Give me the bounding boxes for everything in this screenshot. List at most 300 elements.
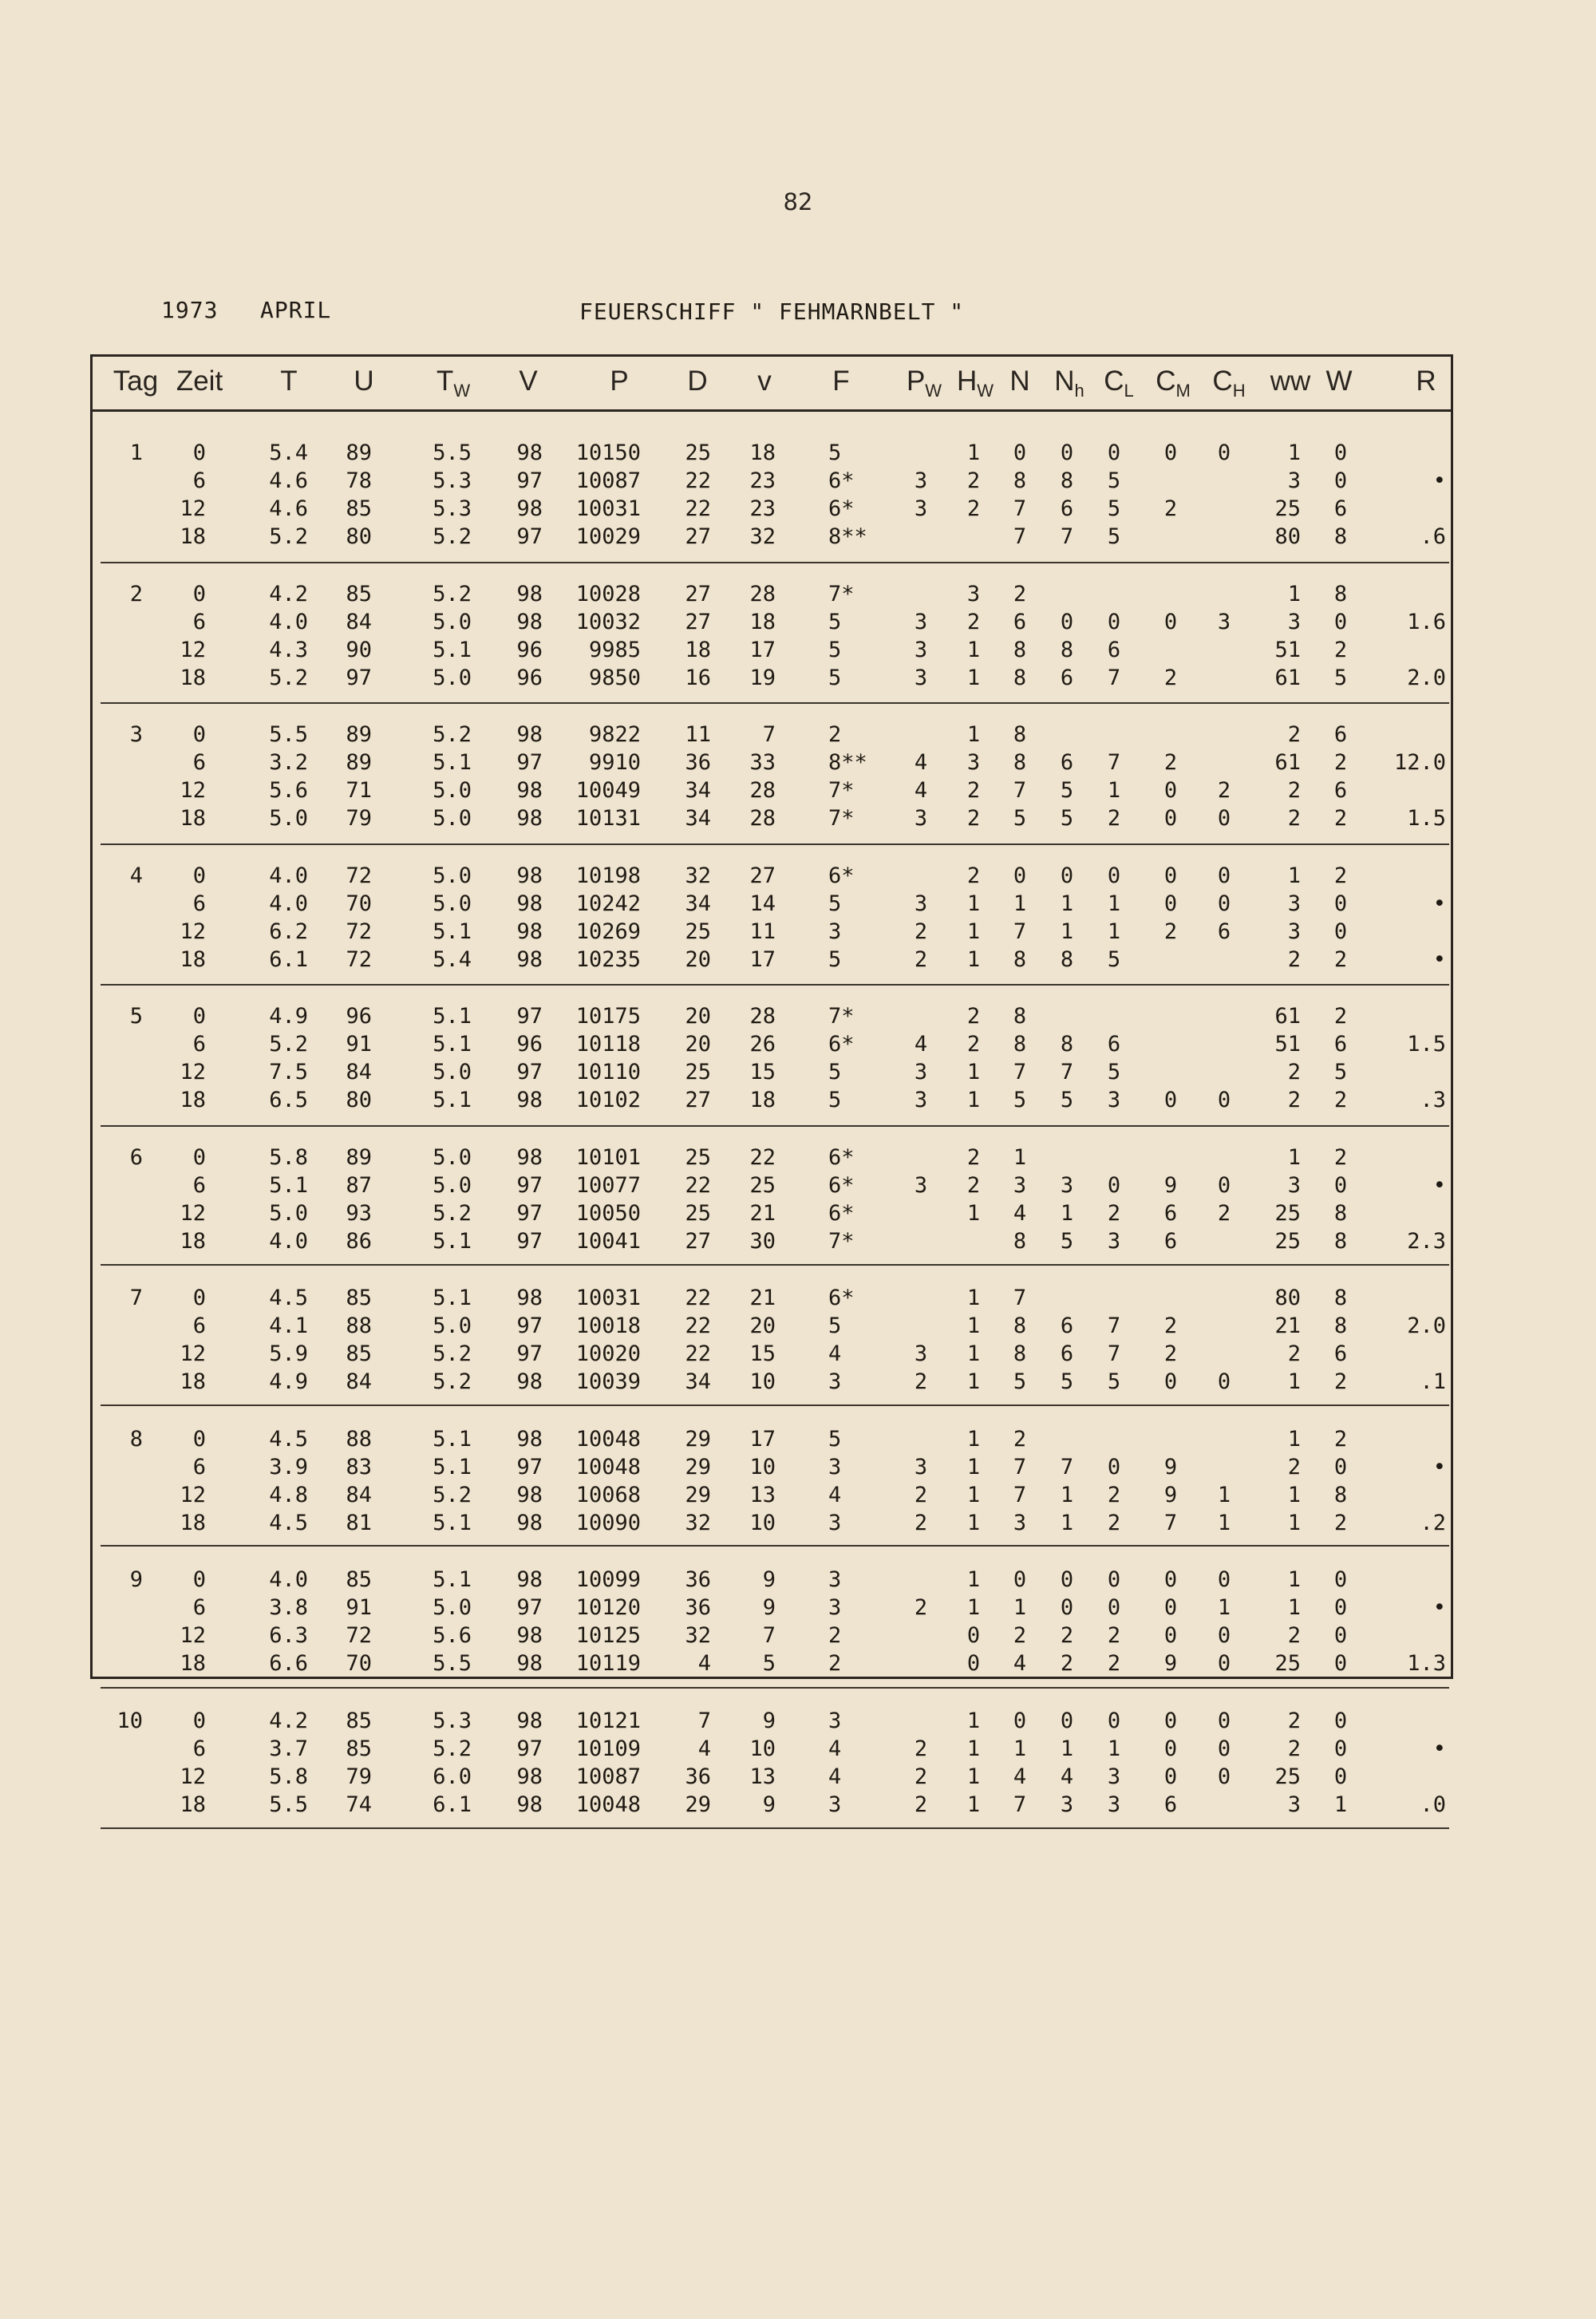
- cell-pw: 3: [914, 637, 928, 662]
- cell-ch: 0: [1217, 1172, 1231, 1198]
- cell-pw: 3: [914, 1172, 928, 1198]
- cell-p: 10175: [575, 1004, 641, 1029]
- cell-w: 8: [1333, 524, 1348, 549]
- cell-n: 4: [1013, 1651, 1027, 1676]
- title-ship: FEUERSCHIFF " FEHMARNBELT ": [579, 298, 965, 325]
- cell-vv: 9: [762, 1708, 776, 1733]
- cell-f: 2: [828, 1623, 842, 1648]
- cell-u: 79: [346, 806, 372, 831]
- cell-v: 96: [516, 665, 543, 690]
- cell-n: 8: [1013, 946, 1027, 972]
- cell-u: 89: [346, 440, 372, 465]
- cell-p: 10101: [575, 1144, 641, 1170]
- cell-v: 98: [516, 496, 543, 521]
- cell-w: 6: [1333, 1032, 1348, 1057]
- cell-ch: 0: [1217, 1708, 1231, 1733]
- cell-ww: 51: [1274, 1032, 1301, 1057]
- cell-zeit: 18: [180, 524, 206, 549]
- cell-hw: 1: [966, 1764, 981, 1789]
- cell-u: 79: [346, 1764, 372, 1789]
- cell-u: 91: [346, 1595, 372, 1620]
- cell-w: 0: [1333, 609, 1348, 634]
- cell-cm: 7: [1163, 1510, 1178, 1535]
- cell-u: 84: [346, 1369, 372, 1394]
- cell-r: 2.3: [1407, 1228, 1446, 1254]
- cell-p: 10077: [575, 1172, 641, 1198]
- cell-f: 7*: [828, 1004, 855, 1029]
- cell-hw: 1: [966, 1088, 981, 1112]
- header-u: [354, 365, 373, 397]
- cell-ch: 0: [1217, 1088, 1231, 1112]
- cell-r: •: [1432, 1172, 1446, 1198]
- cell-v: 97: [516, 1004, 543, 1029]
- cell-tw: 5.0: [433, 1172, 472, 1198]
- cell-v: 98: [516, 1792, 543, 1817]
- cell-n: 3: [1013, 1172, 1027, 1198]
- cell-cm: 0: [1163, 609, 1178, 634]
- cell-zeit: 6: [192, 1032, 206, 1057]
- cell-f: 8**: [828, 750, 867, 775]
- cell-vv: 10: [749, 1454, 776, 1479]
- cell-cl: 0: [1107, 1172, 1121, 1198]
- day-number: 5: [129, 1004, 143, 1029]
- cell-t: 3.7: [269, 1736, 308, 1761]
- cell-p: 10131: [575, 806, 641, 831]
- cell-w: 2: [1333, 1369, 1348, 1394]
- cell-w: 0: [1333, 919, 1348, 944]
- cell-ww: 25: [1274, 496, 1301, 521]
- cell-p: 10269: [575, 919, 641, 944]
- day-separator: [101, 1687, 1449, 1689]
- cell-n: 7: [1013, 1454, 1027, 1479]
- cell-zeit: 12: [180, 919, 206, 944]
- cell-d: 29: [685, 1426, 711, 1452]
- title-month: APRIL: [260, 297, 332, 323]
- cell-nh: 1: [1060, 891, 1074, 916]
- header-v-main: V: [519, 365, 538, 397]
- cell-v: 98: [516, 1482, 543, 1507]
- cell-cl: 7: [1107, 1314, 1121, 1338]
- cell-p: 10120: [575, 1595, 641, 1620]
- cell-hw: 2: [966, 806, 981, 831]
- cell-f: 3: [828, 1454, 842, 1479]
- cell-d: 16: [685, 665, 711, 690]
- cell-vv: 18: [749, 609, 776, 634]
- header-nh: [1054, 365, 1084, 401]
- cell-cm: 0: [1163, 1088, 1178, 1112]
- cell-n: 8: [1013, 750, 1027, 775]
- cell-zeit: 18: [180, 1088, 206, 1112]
- cell-tw: 5.2: [433, 524, 472, 549]
- cell-zeit: 18: [180, 1792, 206, 1817]
- cell-hw: 2: [966, 1172, 981, 1198]
- cell-hw: 1: [966, 1341, 981, 1366]
- cell-pw: 3: [914, 1454, 928, 1479]
- cell-cm: 0: [1163, 1369, 1178, 1394]
- cell-nh: 0: [1060, 863, 1074, 888]
- cell-hw: 1: [966, 722, 981, 747]
- cell-t: 5.0: [269, 1200, 308, 1226]
- cell-zeit: 6: [192, 1595, 206, 1620]
- cell-ww: 2: [1287, 1341, 1301, 1366]
- cell-u: 72: [346, 863, 372, 888]
- cell-cl: 1: [1107, 778, 1121, 803]
- cell-d: 27: [685, 1088, 711, 1112]
- cell-ww: 25: [1274, 1764, 1301, 1789]
- cell-t: 6.2: [269, 919, 308, 944]
- cell-ch: 1: [1217, 1482, 1231, 1507]
- cell-zeit: 12: [180, 1060, 206, 1084]
- header-d-main: D: [687, 365, 708, 397]
- cell-p: 10119: [575, 1651, 641, 1676]
- cell-d: 4: [697, 1736, 711, 1761]
- header-ch-sub: H: [1232, 381, 1246, 401]
- cell-n: 8: [1013, 1032, 1027, 1057]
- cell-v: 98: [516, 1369, 543, 1394]
- cell-pw: 3: [914, 891, 928, 916]
- cell-w: 0: [1333, 1651, 1348, 1676]
- cell-p: 10198: [575, 863, 641, 888]
- cell-hw: 2: [966, 496, 981, 521]
- cell-w: 8: [1333, 1482, 1348, 1507]
- cell-r: •: [1432, 946, 1446, 972]
- cell-nh: 6: [1060, 750, 1074, 775]
- cell-tw: 5.1: [433, 1286, 472, 1310]
- cell-p: 10099: [575, 1567, 641, 1592]
- cell-zeit: 0: [192, 1567, 206, 1592]
- cell-nh: 6: [1060, 1341, 1074, 1366]
- cell-p: 10125: [575, 1623, 641, 1648]
- cell-d: 20: [685, 1032, 711, 1057]
- cell-hw: 1: [966, 665, 981, 690]
- cell-d: 29: [685, 1454, 711, 1479]
- cell-p: 9910: [588, 750, 641, 775]
- cell-f: 6*: [828, 468, 855, 493]
- cell-vv: 28: [749, 806, 776, 831]
- day-separator: [101, 843, 1449, 845]
- cell-ww: 2: [1287, 806, 1301, 831]
- cell-ww: 2: [1287, 1736, 1301, 1761]
- cell-tw: 5.1: [433, 1426, 472, 1452]
- cell-nh: 8: [1060, 637, 1074, 662]
- cell-d: 36: [685, 1764, 711, 1789]
- cell-cm: 0: [1163, 1623, 1178, 1648]
- title-year: 1973: [161, 297, 219, 323]
- cell-tw: 6.0: [433, 1764, 472, 1789]
- cell-ch: 0: [1217, 806, 1231, 831]
- cell-d: 32: [685, 1510, 711, 1535]
- cell-p: 10087: [575, 1764, 641, 1789]
- cell-hw: 1: [966, 1792, 981, 1817]
- cell-pw: 2: [914, 1792, 928, 1817]
- cell-w: 0: [1333, 1567, 1348, 1592]
- cell-n: 7: [1013, 496, 1027, 521]
- cell-p: 9822: [588, 722, 641, 747]
- cell-cm: 9: [1163, 1651, 1178, 1676]
- cell-d: 25: [685, 440, 711, 465]
- header-cl-sub: L: [1124, 381, 1134, 401]
- cell-d: 36: [685, 1595, 711, 1620]
- cell-zeit: 6: [192, 468, 206, 493]
- cell-nh: 6: [1060, 1314, 1074, 1338]
- day-number: 9: [129, 1567, 143, 1592]
- cell-nh: 0: [1060, 1567, 1074, 1592]
- cell-u: 91: [346, 1032, 372, 1057]
- cell-u: 72: [346, 946, 372, 972]
- cell-n: 1: [1013, 1595, 1027, 1620]
- cell-u: 71: [346, 778, 372, 803]
- cell-vv: 10: [749, 1369, 776, 1394]
- cell-ch: 0: [1217, 440, 1231, 465]
- page-number: 82: [783, 188, 813, 215]
- cell-f: 2: [828, 1651, 842, 1676]
- cell-d: 27: [685, 524, 711, 549]
- cell-n: 5: [1013, 1369, 1027, 1394]
- cell-pw: 3: [914, 1060, 928, 1084]
- cell-u: 89: [346, 722, 372, 747]
- cell-t: 5.2: [269, 665, 308, 690]
- cell-zeit: 18: [180, 1369, 206, 1394]
- cell-w: 2: [1333, 637, 1348, 662]
- cell-ww: 2: [1287, 1454, 1301, 1479]
- day-separator: [101, 1125, 1449, 1127]
- cell-vv: 18: [749, 440, 776, 465]
- cell-tw: 5.0: [433, 1314, 472, 1338]
- cell-vv: 9: [762, 1595, 776, 1620]
- cell-f: 5: [828, 1314, 842, 1338]
- header-p-main: P: [610, 365, 629, 397]
- cell-n: 1: [1013, 891, 1027, 916]
- cell-cl: 5: [1107, 524, 1121, 549]
- cell-p: 10050: [575, 1200, 641, 1226]
- cell-zeit: 0: [192, 863, 206, 888]
- cell-t: 4.0: [269, 1567, 308, 1592]
- cell-ww: 3: [1287, 919, 1301, 944]
- cell-v: 97: [516, 1454, 543, 1479]
- cell-n: 1: [1013, 1736, 1027, 1761]
- cell-vv: 23: [749, 496, 776, 521]
- cell-cl: 6: [1107, 1032, 1121, 1057]
- cell-u: 87: [346, 1172, 372, 1198]
- cell-v: 98: [516, 440, 543, 465]
- day-number: 7: [129, 1286, 143, 1310]
- cell-cl: 3: [1107, 1228, 1121, 1254]
- cell-nh: 1: [1060, 1510, 1074, 1535]
- cell-nh: 8: [1060, 1032, 1074, 1057]
- cell-vv: 9: [762, 1567, 776, 1592]
- cell-f: 4: [828, 1482, 842, 1507]
- cell-t: 5.5: [269, 1792, 308, 1817]
- cell-vv: 10: [749, 1736, 776, 1761]
- cell-u: 74: [346, 1792, 372, 1817]
- cell-n: 8: [1013, 637, 1027, 662]
- cell-t: 4.6: [269, 496, 308, 521]
- cell-d: 29: [685, 1482, 711, 1507]
- cell-tw: 5.0: [433, 1060, 472, 1084]
- cell-n: 0: [1013, 1708, 1027, 1733]
- cell-p: 10118: [575, 1032, 641, 1057]
- cell-pw: 3: [914, 496, 928, 521]
- cell-cm: 2: [1163, 665, 1178, 690]
- cell-r: •: [1432, 891, 1446, 916]
- cell-vv: 13: [749, 1482, 776, 1507]
- cell-u: 81: [346, 1510, 372, 1535]
- cell-f: 5: [828, 609, 842, 634]
- cell-ww: 2: [1287, 1623, 1301, 1648]
- cell-zeit: 6: [192, 1736, 206, 1761]
- cell-ww: 1: [1287, 581, 1301, 606]
- cell-pw: 3: [914, 806, 928, 831]
- cell-u: 84: [346, 609, 372, 634]
- cell-f: 5: [828, 665, 842, 690]
- header-tw: [437, 365, 470, 401]
- cell-nh: 7: [1060, 524, 1074, 549]
- cell-u: 89: [346, 1144, 372, 1170]
- header-f: [832, 365, 849, 397]
- cell-tw: 5.2: [433, 1341, 472, 1366]
- cell-n: 2: [1013, 1426, 1027, 1452]
- cell-r: .6: [1420, 524, 1446, 549]
- cell-ww: 51: [1274, 637, 1301, 662]
- cell-u: 85: [346, 496, 372, 521]
- cell-v: 98: [516, 1567, 543, 1592]
- cell-cl: 0: [1107, 440, 1121, 465]
- cell-hw: 1: [966, 637, 981, 662]
- cell-cl: 5: [1107, 946, 1121, 972]
- header-cl-main: C: [1104, 365, 1124, 397]
- cell-cl: 7: [1107, 1341, 1121, 1366]
- cell-cl: 2: [1107, 1200, 1121, 1226]
- cell-ww: 80: [1274, 1286, 1301, 1310]
- cell-ww: 61: [1274, 665, 1301, 690]
- cell-tw: 5.0: [433, 609, 472, 634]
- cell-tw: 5.2: [433, 581, 472, 606]
- cell-w: 0: [1333, 440, 1348, 465]
- cell-u: 84: [346, 1482, 372, 1507]
- cell-u: 85: [346, 1567, 372, 1592]
- cell-tw: 5.1: [433, 1032, 472, 1057]
- cell-f: 3: [828, 1595, 842, 1620]
- cell-n: 8: [1013, 665, 1027, 690]
- cell-v: 98: [516, 609, 543, 634]
- cell-pw: 2: [914, 1482, 928, 1507]
- cell-ww: 1: [1287, 1510, 1301, 1535]
- header-nh-sub: h: [1074, 381, 1084, 401]
- cell-t: 4.0: [269, 609, 308, 634]
- day-number: 1: [129, 440, 143, 465]
- cell-hw: 1: [966, 1595, 981, 1620]
- cell-hw: 1: [966, 1286, 981, 1310]
- cell-ww: 3: [1287, 1792, 1301, 1817]
- cell-vv: 15: [749, 1060, 776, 1084]
- cell-nh: 1: [1060, 1200, 1074, 1226]
- cell-r: •: [1432, 1595, 1446, 1620]
- cell-tw: 5.2: [433, 1736, 472, 1761]
- cell-tw: 5.2: [433, 722, 472, 747]
- cell-pw: 3: [914, 665, 928, 690]
- cell-p: 10150: [575, 440, 641, 465]
- cell-tw: 5.1: [433, 1510, 472, 1535]
- cell-cm: 9: [1163, 1482, 1178, 1507]
- cell-hw: 1: [966, 1060, 981, 1084]
- cell-f: 5: [828, 946, 842, 972]
- cell-hw: 1: [966, 919, 981, 944]
- cell-f: 7*: [828, 581, 855, 606]
- cell-t: 5.2: [269, 1032, 308, 1057]
- cell-vv: 28: [749, 581, 776, 606]
- cell-u: 72: [346, 1623, 372, 1648]
- cell-hw: 2: [966, 1032, 981, 1057]
- cell-tw: 5.0: [433, 806, 472, 831]
- cell-w: 1: [1333, 1792, 1348, 1817]
- cell-w: 0: [1333, 1172, 1348, 1198]
- cell-vv: 33: [749, 750, 776, 775]
- header-cm: [1156, 365, 1191, 401]
- cell-tw: 5.0: [433, 1595, 472, 1620]
- header-t: [280, 365, 297, 397]
- header-w: [1325, 365, 1352, 397]
- cell-cm: 6: [1163, 1228, 1178, 1254]
- cell-p: 9850: [588, 665, 641, 690]
- day-separator: [101, 1827, 1449, 1829]
- cell-nh: 3: [1060, 1172, 1074, 1198]
- cell-p: 10102: [575, 1088, 641, 1112]
- cell-r: .0: [1420, 1792, 1446, 1817]
- header-pw: [907, 365, 942, 401]
- cell-nh: 8: [1060, 468, 1074, 493]
- cell-cm: 0: [1163, 891, 1178, 916]
- cell-tw: 5.0: [433, 891, 472, 916]
- cell-ch: 1: [1217, 1595, 1231, 1620]
- cell-w: 2: [1333, 1004, 1348, 1029]
- cell-n: 4: [1013, 1764, 1027, 1789]
- cell-ww: 2: [1287, 1708, 1301, 1733]
- cell-ww: 1: [1287, 1595, 1301, 1620]
- cell-zeit: 0: [192, 440, 206, 465]
- cell-cm: 0: [1163, 778, 1178, 803]
- cell-f: 8**: [828, 524, 867, 549]
- cell-tw: 5.2: [433, 1369, 472, 1394]
- cell-tw: 5.0: [433, 1144, 472, 1170]
- cell-v: 97: [516, 1595, 543, 1620]
- cell-tw: 5.3: [433, 496, 472, 521]
- cell-cl: 5: [1107, 496, 1121, 521]
- cell-u: 78: [346, 468, 372, 493]
- cell-ww: 1: [1287, 1144, 1301, 1170]
- cell-ww: 1: [1287, 1567, 1301, 1592]
- cell-t: 5.2: [269, 524, 308, 549]
- cell-ww: 3: [1287, 468, 1301, 493]
- cell-hw: 2: [966, 1004, 981, 1029]
- cell-pw: 2: [914, 1736, 928, 1761]
- cell-cl: 3: [1107, 1088, 1121, 1112]
- cell-vv: 7: [762, 1623, 776, 1648]
- cell-f: 3: [828, 919, 842, 944]
- cell-d: 22: [685, 1314, 711, 1338]
- header-hw: [957, 365, 994, 401]
- cell-p: 10032: [575, 609, 641, 634]
- cell-f: 3: [828, 1792, 842, 1817]
- cell-d: 32: [685, 863, 711, 888]
- cell-cl: 2: [1107, 806, 1121, 831]
- cell-p: 10090: [575, 1510, 641, 1535]
- cell-cm: 2: [1163, 750, 1178, 775]
- day-number: 10: [117, 1708, 143, 1733]
- cell-hw: 3: [966, 750, 981, 775]
- cell-ww: 25: [1274, 1651, 1301, 1676]
- cell-d: 27: [685, 609, 711, 634]
- cell-n: 8: [1013, 1341, 1027, 1366]
